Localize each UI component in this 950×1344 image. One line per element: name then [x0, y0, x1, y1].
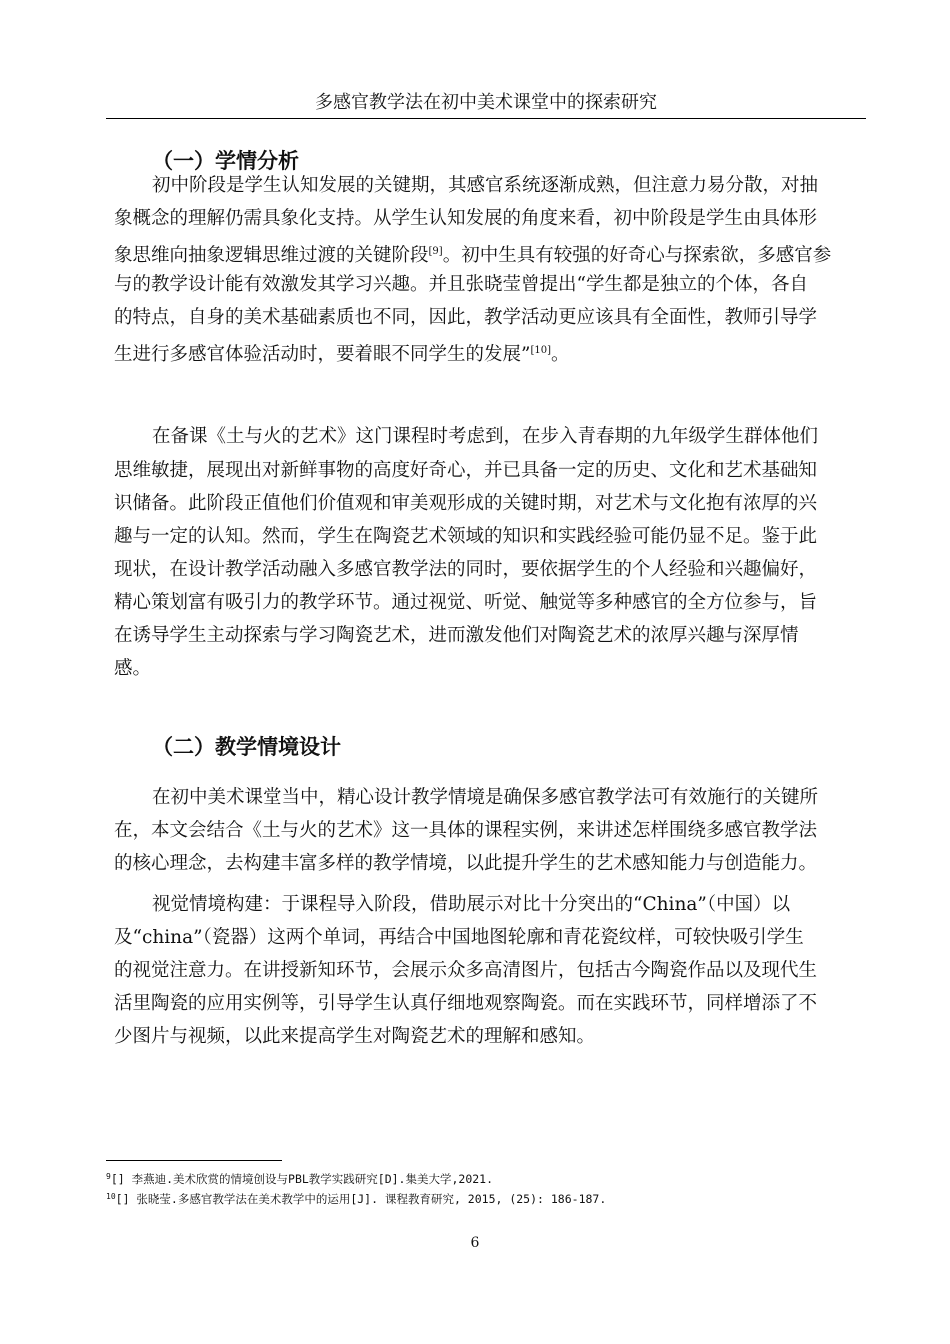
- paragraph-line: 及“china”（瓷器）这两个单词，再结合中国地图轮廓和青花瓷纹样，可较快吸引学生: [114, 927, 804, 948]
- paragraph-line: [114, 338, 570, 368]
- paragraph-text: 象思维向抽象逻辑思维过渡的关键阶段: [114, 245, 429, 266]
- footnote-rule: [106, 1160, 282, 1161]
- paragraph-line: 的视觉注意力。在讲授新知环节，会展示众多高清图片，包括古今陶瓷作品以及现代生: [114, 960, 818, 981]
- footnote-text: [] 李燕迪.美术欣赏的情境创设与PBL教学实践研究[D].集美大学,2021.: [110, 1172, 494, 1186]
- section-heading-learning-analysis: （一）学情分析: [152, 149, 299, 173]
- paragraph-line: 的核心理念，去构建丰富多样的教学情境，以此提升学生的艺术感知能力与创造能力。: [114, 853, 818, 874]
- footnote-10: [106, 1189, 606, 1207]
- paragraph-text: 。初中生具有较强的好奇心与探索欲，多感官参: [442, 245, 832, 266]
- paragraph-line: 少图片与视频，以此来提高学生对陶瓷艺术的理解和感知。: [114, 1026, 596, 1047]
- paragraph-line: 初中阶段是学生认知发展的关键期，其感官系统逐渐成熟，但注意力易分散，对抽: [152, 175, 819, 196]
- paragraph-line: 思维敏捷，展现出对新鲜事物的高度好奇心，并已具备一定的历史、文化和艺术基础知: [114, 460, 818, 481]
- paragraph-line: 在备课《土与火的艺术》这门课程时考虑到，在步入青春期的九年级学生群体他们: [152, 426, 819, 447]
- paragraph-line: 与的教学设计能有效激发其学习兴趣。并且张晓莹曾提出“学生都是独立的个体，各自: [114, 274, 808, 295]
- page-number: 6: [470, 1235, 480, 1251]
- paragraph-text: 。: [551, 344, 570, 365]
- running-header: 多感官教学法在初中美术课堂中的探索研究: [315, 92, 657, 113]
- footnote-mark: 9: [106, 1172, 111, 1181]
- paragraph-line: 的特点，自身的美术基础素质也不同，因此，教学活动更应该具有全面性，教师引导学: [114, 307, 818, 328]
- paragraph-line: 感。: [114, 658, 152, 679]
- paragraph-line: 在初中美术课堂当中，精心设计教学情境是确保多感官教学法可有效施行的关键所: [152, 787, 819, 808]
- paragraph-line: 活里陶瓷的应用实例等，引导学生认真仔细地观察陶瓷。而在实践环节，同样增添了不: [114, 993, 818, 1014]
- citation-9: [9]: [428, 246, 443, 257]
- section-heading-teaching-context: （二）教学情境设计: [152, 735, 341, 759]
- citation-10: [10]: [530, 345, 551, 356]
- footnote-text: [] 张晓莹.多感官教学法在美术教学中的运用[J]. 课程教育研究, 2015, (25): 186-187.: [115, 1192, 607, 1206]
- paragraph-line: 趣与一定的认知。然而，学生在陶瓷艺术领域的知识和实践经验可能仍显不足。鉴于此: [114, 526, 818, 547]
- paragraph-line: [114, 239, 831, 269]
- footnote-9: [106, 1169, 493, 1187]
- paragraph-line: 象概念的理解仍需具象化支持。从学生认知发展的角度来看，初中阶段是学生由具体形: [114, 208, 818, 229]
- paragraph-line: 视觉情境构建：于课程导入阶段，借助展示对比十分突出的“China”（中国）以: [152, 894, 791, 915]
- paragraph-text: 生进行多感官体验活动时，要着眼不同学生的发展”: [114, 344, 531, 365]
- paragraph-line: 识储备。此阶段正值他们价值观和审美观形成的关键时期，对艺术与文化抱有浓厚的兴: [114, 493, 818, 514]
- paragraph-line: 在诱导学生主动探索与学习陶瓷艺术，进而激发他们对陶瓷艺术的浓厚兴趣与深厚情: [114, 625, 799, 646]
- paragraph-line: 现状，在设计教学活动融入多感官教学法的同时，要依据学生的个人经验和兴趣偏好，: [114, 559, 818, 580]
- header-rule: [106, 118, 866, 119]
- footnote-mark: 10: [106, 1192, 116, 1201]
- paragraph-line: 在，本文会结合《土与火的艺术》这一具体的课程实例，来讲述怎样围绕多感官教学法: [114, 820, 818, 841]
- paragraph-line: 精心策划富有吸引力的教学环节。通过视觉、听觉、触觉等多种感官的全方位参与，旨: [114, 592, 818, 613]
